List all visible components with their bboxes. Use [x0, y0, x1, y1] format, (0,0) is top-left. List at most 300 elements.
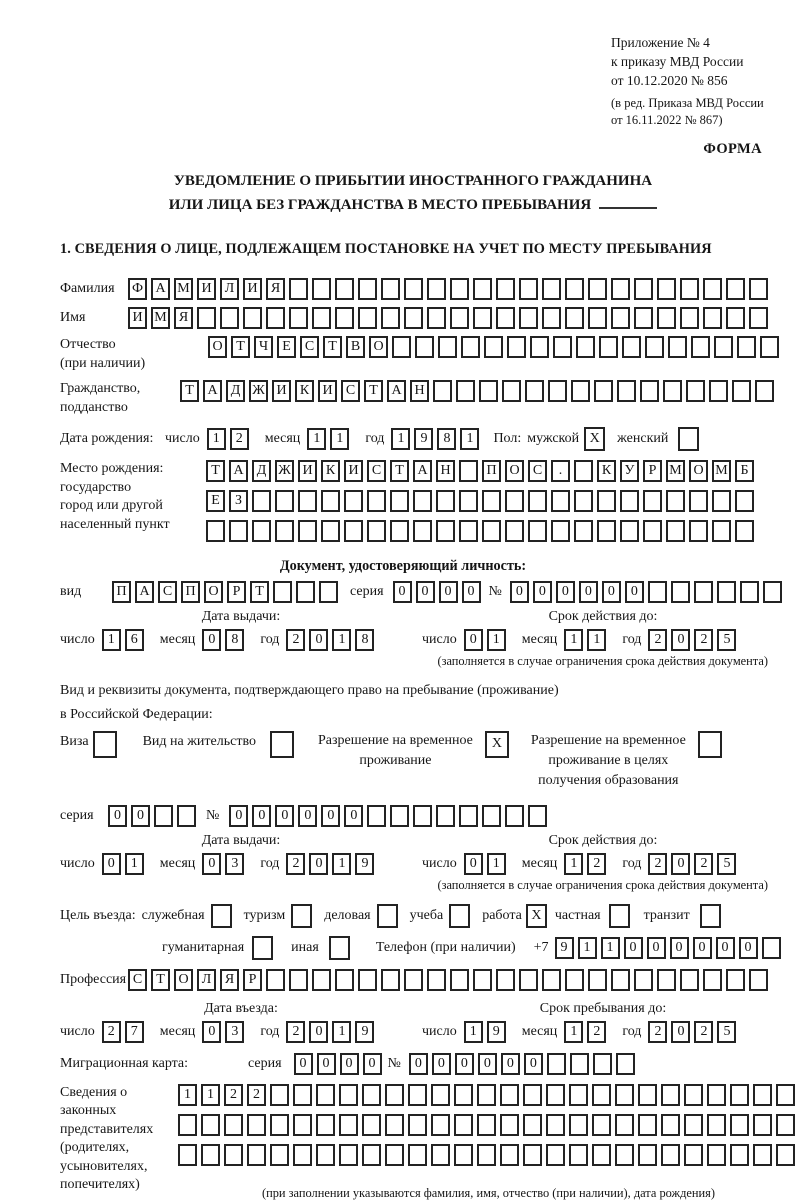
char-cell[interactable]: [505, 490, 524, 512]
char-cell[interactable]: 8: [437, 428, 456, 450]
residence-issue-fields[interactable]: [60, 853, 422, 875]
char-cell[interactable]: [753, 1084, 772, 1106]
char-cell[interactable]: [703, 307, 722, 329]
char-cell[interactable]: Ф: [128, 278, 147, 300]
char-cell[interactable]: 0: [579, 581, 598, 603]
char-cell[interactable]: [321, 490, 340, 512]
char-cell[interactable]: 0: [416, 581, 435, 603]
char-cell[interactable]: [296, 581, 315, 603]
char-cell[interactable]: [763, 581, 782, 603]
char-cell[interactable]: [381, 969, 400, 991]
char-cell[interactable]: 0: [432, 1053, 451, 1075]
char-cell[interactable]: 2: [648, 853, 667, 875]
char-cell[interactable]: [312, 969, 331, 991]
char-cell[interactable]: Р: [243, 969, 262, 991]
phone-boxes[interactable]: [555, 937, 785, 959]
char-cell[interactable]: [565, 307, 584, 329]
char-cell[interactable]: [611, 969, 630, 991]
char-cell[interactable]: [689, 520, 708, 542]
char-cell[interactable]: [206, 520, 225, 542]
char-cell[interactable]: И: [272, 380, 291, 402]
char-cell[interactable]: 0: [647, 937, 666, 959]
char-cell[interactable]: [726, 969, 745, 991]
char-cell[interactable]: [298, 490, 317, 512]
char-cell[interactable]: 0: [671, 1021, 690, 1043]
char-cell[interactable]: [390, 490, 409, 512]
char-cell[interactable]: А: [229, 460, 248, 482]
char-cell[interactable]: 9: [487, 1021, 506, 1043]
char-cell[interactable]: С: [300, 336, 319, 358]
char-cell[interactable]: [611, 278, 630, 300]
char-cell[interactable]: [381, 278, 400, 300]
char-cell[interactable]: 5: [717, 1021, 736, 1043]
char-cell[interactable]: [293, 1144, 312, 1166]
char-cell[interactable]: З: [229, 490, 248, 512]
char-cell[interactable]: [316, 1114, 335, 1136]
char-cell[interactable]: [620, 490, 639, 512]
char-cell[interactable]: [574, 520, 593, 542]
char-cell[interactable]: Л: [197, 969, 216, 991]
char-cell[interactable]: Е: [206, 490, 225, 512]
char-cell[interactable]: [574, 490, 593, 512]
char-cell[interactable]: П: [112, 581, 131, 603]
char-cell[interactable]: [732, 380, 751, 402]
char-cell[interactable]: 1: [201, 1084, 220, 1106]
char-cell[interactable]: А: [203, 380, 222, 402]
char-cell[interactable]: 1: [564, 629, 583, 651]
char-cell[interactable]: [496, 969, 515, 991]
char-cell[interactable]: [525, 380, 544, 402]
char-cell[interactable]: [553, 336, 572, 358]
char-cell[interactable]: [220, 307, 239, 329]
char-cell[interactable]: [431, 1084, 450, 1106]
char-cell[interactable]: [312, 278, 331, 300]
char-cell[interactable]: [358, 307, 377, 329]
char-cell[interactable]: [243, 307, 262, 329]
char-cell[interactable]: [551, 490, 570, 512]
char-cell[interactable]: [576, 336, 595, 358]
char-cell[interactable]: [740, 581, 759, 603]
char-cell[interactable]: [620, 520, 639, 542]
char-cell[interactable]: [473, 307, 492, 329]
char-cell[interactable]: 0: [393, 581, 412, 603]
char-cell[interactable]: [588, 969, 607, 991]
char-cell[interactable]: [749, 969, 768, 991]
temp-residence-checkbox[interactable]: [485, 731, 513, 758]
char-cell[interactable]: [381, 307, 400, 329]
char-cell[interactable]: [408, 1114, 427, 1136]
char-cell[interactable]: [691, 336, 710, 358]
char-cell[interactable]: [433, 380, 452, 402]
char-cell[interactable]: [316, 1084, 335, 1106]
purpose-transit-checkbox[interactable]: [700, 904, 725, 928]
char-cell[interactable]: Т: [250, 581, 269, 603]
char-cell[interactable]: О: [208, 336, 227, 358]
identity-valid-fields[interactable]: [422, 629, 784, 651]
char-cell[interactable]: [661, 1114, 680, 1136]
char-cell[interactable]: 2: [102, 1021, 121, 1043]
char-cell[interactable]: [592, 1084, 611, 1106]
char-cell[interactable]: [413, 805, 432, 827]
birth-place-boxes-row3[interactable]: [206, 520, 758, 542]
char-cell[interactable]: А: [387, 380, 406, 402]
char-cell[interactable]: 0: [294, 1053, 313, 1075]
purpose-humanitarian-checkbox[interactable]: [252, 936, 277, 960]
char-cell[interactable]: И: [318, 380, 337, 402]
char-cell[interactable]: [154, 805, 173, 827]
char-cell[interactable]: [593, 1053, 612, 1075]
char-cell[interactable]: [507, 336, 526, 358]
char-cell[interactable]: [657, 278, 676, 300]
migration-card-number-boxes[interactable]: [409, 1053, 639, 1075]
char-cell[interactable]: [666, 490, 685, 512]
char-cell[interactable]: 1: [207, 428, 226, 450]
birth-place-boxes-row2[interactable]: [206, 490, 758, 512]
char-cell[interactable]: [594, 380, 613, 402]
char-cell[interactable]: [266, 307, 285, 329]
char-cell[interactable]: 0: [275, 805, 294, 827]
char-cell[interactable]: Т: [151, 969, 170, 991]
char-cell[interactable]: 0: [462, 581, 481, 603]
char-cell[interactable]: [335, 278, 354, 300]
char-cell[interactable]: И: [243, 278, 262, 300]
char-cell[interactable]: 0: [501, 1053, 520, 1075]
char-cell[interactable]: [686, 380, 705, 402]
char-cell[interactable]: 1: [330, 428, 349, 450]
purpose-business-checkbox[interactable]: [377, 904, 402, 928]
sex-female-checkbox[interactable]: [678, 427, 703, 451]
char-cell[interactable]: 2: [286, 629, 305, 651]
char-cell[interactable]: [548, 380, 567, 402]
char-cell[interactable]: 1: [460, 428, 479, 450]
char-cell[interactable]: О: [204, 581, 223, 603]
char-cell[interactable]: Т: [364, 380, 383, 402]
char-cell[interactable]: [461, 336, 480, 358]
char-cell[interactable]: 0: [340, 1053, 359, 1075]
day-boxes[interactable]: [102, 629, 148, 651]
char-cell[interactable]: [362, 1144, 381, 1166]
char-cell[interactable]: О: [689, 460, 708, 482]
char-cell[interactable]: [712, 520, 731, 542]
char-cell[interactable]: X: [526, 904, 547, 928]
year-boxes[interactable]: [648, 853, 740, 875]
identity-doc-kind-boxes[interactable]: [112, 581, 342, 603]
char-cell[interactable]: 0: [478, 1053, 497, 1075]
char-cell[interactable]: [638, 1084, 657, 1106]
char-cell[interactable]: [709, 380, 728, 402]
char-cell[interactable]: [367, 490, 386, 512]
char-cell[interactable]: [542, 969, 561, 991]
char-cell[interactable]: [523, 1114, 542, 1136]
char-cell[interactable]: [482, 520, 501, 542]
char-cell[interactable]: [597, 520, 616, 542]
char-cell[interactable]: [615, 1084, 634, 1106]
char-cell[interactable]: [528, 520, 547, 542]
month-boxes[interactable]: [202, 629, 248, 651]
day-boxes[interactable]: [464, 629, 510, 651]
char-cell[interactable]: [270, 731, 294, 758]
char-cell[interactable]: [523, 1084, 542, 1106]
char-cell[interactable]: [680, 307, 699, 329]
char-cell[interactable]: [496, 307, 515, 329]
purpose-work-checkbox[interactable]: [526, 904, 551, 928]
char-cell[interactable]: 0: [464, 629, 483, 651]
char-cell[interactable]: 0: [309, 853, 328, 875]
char-cell[interactable]: [335, 307, 354, 329]
char-cell[interactable]: [273, 581, 292, 603]
char-cell[interactable]: [289, 307, 308, 329]
char-cell[interactable]: 1: [102, 629, 121, 651]
char-cell[interactable]: [547, 1053, 566, 1075]
char-cell[interactable]: 1: [564, 1021, 583, 1043]
char-cell[interactable]: 1: [332, 853, 351, 875]
char-cell[interactable]: В: [346, 336, 365, 358]
char-cell[interactable]: 0: [739, 937, 758, 959]
char-cell[interactable]: Н: [436, 460, 455, 482]
char-cell[interactable]: 2: [694, 853, 713, 875]
char-cell[interactable]: [413, 490, 432, 512]
char-cell[interactable]: Я: [174, 307, 193, 329]
char-cell[interactable]: М: [666, 460, 685, 482]
visa-checkbox[interactable]: [93, 731, 121, 758]
representatives-boxes-row2[interactable]: [178, 1114, 799, 1136]
residence-permit-checkbox[interactable]: [270, 731, 298, 758]
char-cell[interactable]: [684, 1114, 703, 1136]
char-cell[interactable]: [252, 936, 273, 960]
char-cell[interactable]: [622, 336, 641, 358]
char-cell[interactable]: [291, 904, 312, 928]
char-cell[interactable]: [413, 520, 432, 542]
purpose-tourism-checkbox[interactable]: [291, 904, 316, 928]
day-boxes[interactable]: [464, 1021, 510, 1043]
char-cell[interactable]: [339, 1084, 358, 1106]
year-boxes[interactable]: [286, 853, 378, 875]
char-cell[interactable]: [449, 904, 470, 928]
char-cell[interactable]: [597, 490, 616, 512]
char-cell[interactable]: [293, 1084, 312, 1106]
char-cell[interactable]: [703, 278, 722, 300]
char-cell[interactable]: [592, 1144, 611, 1166]
char-cell[interactable]: 3: [225, 1021, 244, 1043]
char-cell[interactable]: [482, 805, 501, 827]
char-cell[interactable]: [735, 520, 754, 542]
year-boxes[interactable]: [286, 1021, 378, 1043]
char-cell[interactable]: Д: [252, 460, 271, 482]
char-cell[interactable]: С: [367, 460, 386, 482]
char-cell[interactable]: М: [712, 460, 731, 482]
char-cell[interactable]: [484, 336, 503, 358]
char-cell[interactable]: [505, 520, 524, 542]
char-cell[interactable]: 0: [102, 853, 121, 875]
char-cell[interactable]: [438, 336, 457, 358]
char-cell[interactable]: [266, 969, 285, 991]
char-cell[interactable]: С: [528, 460, 547, 482]
char-cell[interactable]: [459, 490, 478, 512]
char-cell[interactable]: [671, 581, 690, 603]
temp-residence-edu-checkbox[interactable]: [698, 731, 726, 758]
char-cell[interactable]: [450, 278, 469, 300]
char-cell[interactable]: [358, 278, 377, 300]
char-cell[interactable]: [694, 581, 713, 603]
char-cell[interactable]: 0: [309, 629, 328, 651]
char-cell[interactable]: 0: [131, 805, 150, 827]
char-cell[interactable]: [436, 490, 455, 512]
char-cell[interactable]: [404, 278, 423, 300]
birth-place-boxes-row1[interactable]: [206, 460, 758, 482]
char-cell[interactable]: 0: [202, 853, 221, 875]
char-cell[interactable]: [500, 1144, 519, 1166]
char-cell[interactable]: И: [197, 278, 216, 300]
month-boxes[interactable]: [564, 1021, 610, 1043]
char-cell[interactable]: 0: [693, 937, 712, 959]
representatives-boxes-row1[interactable]: [178, 1084, 799, 1106]
char-cell[interactable]: [528, 490, 547, 512]
char-cell[interactable]: 6: [125, 629, 144, 651]
char-cell[interactable]: [293, 1114, 312, 1136]
given-name-boxes[interactable]: [128, 307, 772, 329]
char-cell[interactable]: [616, 1053, 635, 1075]
residence-doc-series-boxes[interactable]: [108, 805, 200, 827]
month-boxes[interactable]: [307, 428, 353, 450]
char-cell[interactable]: [344, 490, 363, 512]
char-cell[interactable]: 9: [355, 853, 374, 875]
char-cell[interactable]: [776, 1144, 795, 1166]
char-cell[interactable]: [542, 307, 561, 329]
char-cell[interactable]: [615, 1144, 634, 1166]
day-boxes[interactable]: [207, 428, 253, 450]
char-cell[interactable]: [298, 520, 317, 542]
purpose-official-checkbox[interactable]: [211, 904, 236, 928]
char-cell[interactable]: [657, 969, 676, 991]
char-cell[interactable]: 9: [355, 1021, 374, 1043]
char-cell[interactable]: И: [298, 460, 317, 482]
char-cell[interactable]: [565, 278, 584, 300]
char-cell[interactable]: 0: [716, 937, 735, 959]
char-cell[interactable]: [224, 1144, 243, 1166]
char-cell[interactable]: [211, 904, 232, 928]
char-cell[interactable]: [177, 805, 196, 827]
char-cell[interactable]: [482, 490, 501, 512]
char-cell[interactable]: Н: [410, 380, 429, 402]
char-cell[interactable]: 2: [247, 1084, 266, 1106]
char-cell[interactable]: [648, 581, 667, 603]
char-cell[interactable]: 2: [694, 629, 713, 651]
char-cell[interactable]: [776, 1084, 795, 1106]
char-cell[interactable]: [551, 520, 570, 542]
char-cell[interactable]: 1: [332, 629, 351, 651]
char-cell[interactable]: [367, 805, 386, 827]
char-cell[interactable]: 1: [601, 937, 620, 959]
char-cell[interactable]: 0: [671, 853, 690, 875]
char-cell[interactable]: Т: [180, 380, 199, 402]
char-cell[interactable]: 1: [564, 853, 583, 875]
char-cell[interactable]: [385, 1114, 404, 1136]
char-cell[interactable]: 0: [108, 805, 127, 827]
char-cell[interactable]: [454, 1084, 473, 1106]
entry-date-fields[interactable]: [60, 1021, 422, 1043]
char-cell[interactable]: [427, 969, 446, 991]
char-cell[interactable]: 0: [252, 805, 271, 827]
char-cell[interactable]: [574, 460, 593, 482]
char-cell[interactable]: X: [584, 427, 605, 451]
char-cell[interactable]: 3: [225, 853, 244, 875]
char-cell[interactable]: [753, 1114, 772, 1136]
char-cell[interactable]: 2: [230, 428, 249, 450]
char-cell[interactable]: [392, 336, 411, 358]
char-cell[interactable]: Т: [231, 336, 250, 358]
char-cell[interactable]: 0: [455, 1053, 474, 1075]
char-cell[interactable]: [749, 278, 768, 300]
char-cell[interactable]: [661, 1084, 680, 1106]
char-cell[interactable]: [730, 1084, 749, 1106]
char-cell[interactable]: [415, 336, 434, 358]
char-cell[interactable]: [456, 380, 475, 402]
residence-valid-fields[interactable]: [422, 853, 784, 875]
char-cell[interactable]: [247, 1114, 266, 1136]
char-cell[interactable]: С: [341, 380, 360, 402]
day-boxes[interactable]: [464, 853, 510, 875]
char-cell[interactable]: [329, 936, 350, 960]
char-cell[interactable]: [588, 307, 607, 329]
char-cell[interactable]: [700, 904, 721, 928]
char-cell[interactable]: [615, 1114, 634, 1136]
char-cell[interactable]: [617, 380, 636, 402]
char-cell[interactable]: [224, 1114, 243, 1136]
year-boxes[interactable]: [648, 1021, 740, 1043]
char-cell[interactable]: [479, 380, 498, 402]
char-cell[interactable]: [638, 1144, 657, 1166]
char-cell[interactable]: [390, 520, 409, 542]
char-cell[interactable]: 1: [332, 1021, 351, 1043]
char-cell[interactable]: 1: [391, 428, 410, 450]
char-cell[interactable]: [730, 1144, 749, 1166]
char-cell[interactable]: [335, 969, 354, 991]
char-cell[interactable]: К: [321, 460, 340, 482]
char-cell[interactable]: [519, 307, 538, 329]
char-cell[interactable]: [450, 969, 469, 991]
char-cell[interactable]: 0: [317, 1053, 336, 1075]
char-cell[interactable]: 2: [286, 1021, 305, 1043]
char-cell[interactable]: [289, 969, 308, 991]
char-cell[interactable]: 2: [648, 629, 667, 651]
char-cell[interactable]: [707, 1144, 726, 1166]
char-cell[interactable]: [634, 278, 653, 300]
char-cell[interactable]: [431, 1114, 450, 1136]
char-cell[interactable]: [707, 1084, 726, 1106]
char-cell[interactable]: 1: [307, 428, 326, 450]
char-cell[interactable]: [749, 307, 768, 329]
char-cell[interactable]: [408, 1084, 427, 1106]
char-cell[interactable]: [431, 1144, 450, 1166]
char-cell[interactable]: [640, 380, 659, 402]
char-cell[interactable]: [714, 336, 733, 358]
purpose-private-checkbox[interactable]: [609, 904, 634, 928]
char-cell[interactable]: С: [128, 969, 147, 991]
char-cell[interactable]: 2: [587, 853, 606, 875]
char-cell[interactable]: [477, 1144, 496, 1166]
char-cell[interactable]: [707, 1114, 726, 1136]
char-cell[interactable]: [404, 307, 423, 329]
char-cell[interactable]: [599, 336, 618, 358]
birth-date-fields[interactable]: [165, 428, 483, 450]
char-cell[interactable]: 0: [671, 629, 690, 651]
char-cell[interactable]: [404, 969, 423, 991]
char-cell[interactable]: [546, 1144, 565, 1166]
char-cell[interactable]: 0: [202, 1021, 221, 1043]
char-cell[interactable]: [634, 307, 653, 329]
char-cell[interactable]: 1: [487, 629, 506, 651]
char-cell[interactable]: [197, 307, 216, 329]
